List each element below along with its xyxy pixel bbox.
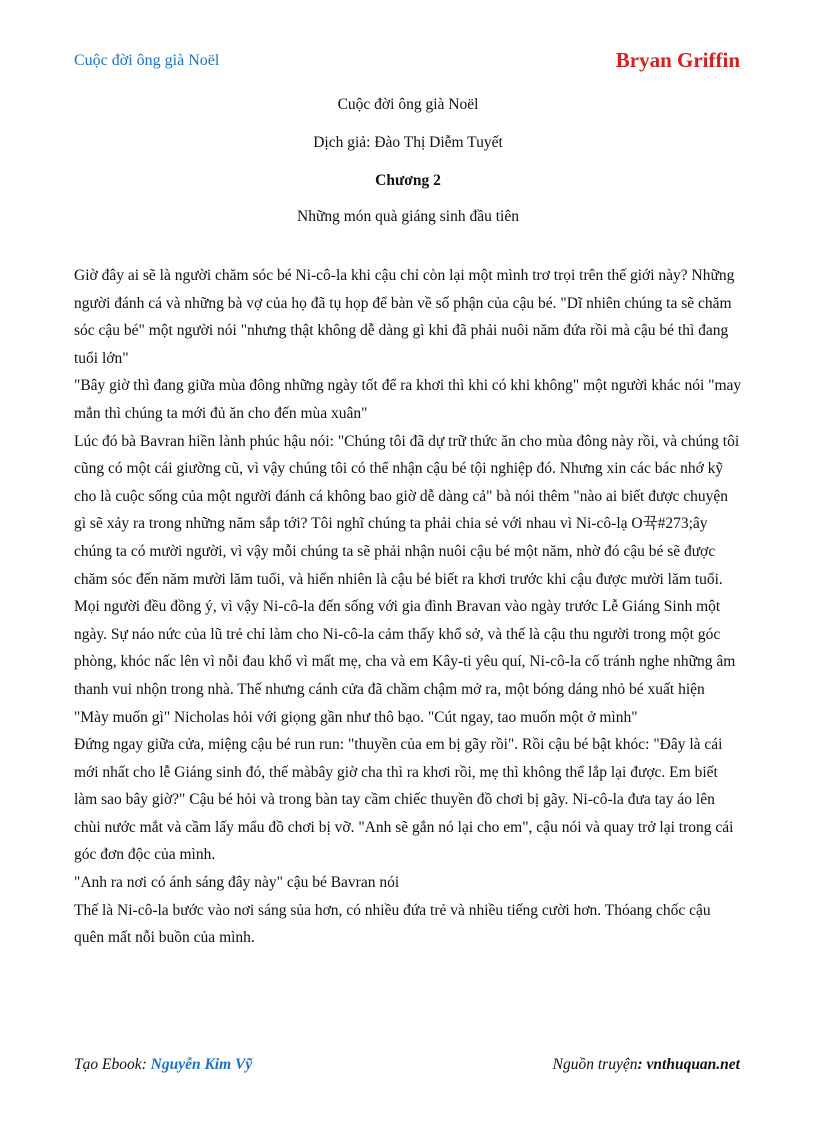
source-site-link[interactable]: vnthuquan.net (646, 1056, 740, 1073)
running-header-author: Bryan Griffin (615, 48, 740, 72)
ebook-credit (74, 1056, 252, 1074)
paragraph: "Mày muốn gì" Nicholas hỏi với giọng gần như thô bạo. "Cút ngay, tao muốn một ở mình" (74, 708, 638, 726)
paragraph: Thế là Ni-cô-la bước vào nơi sáng sủa hơn, có nhiều đứa trẻ và nhiều tiếng cười hơn. Thóang chốc cậu quên mất nỗi buồn của mình. (74, 901, 711, 947)
chapter-heading: Chương 2 (375, 172, 441, 189)
ebook-author-link[interactable]: Nguyễn Kim Vỹ (150, 1056, 253, 1073)
source-credit (553, 1056, 740, 1074)
chapter-title: Những món quà giáng sinh đầu tiên (297, 208, 519, 225)
paragraph: Mọi người đều đồng ý, vì vậy Ni-cô-la đến sống với gia đình Bravan vào ngày trước Lễ Giáng Sinh một ngày. Sự náo nức của lũ trẻ chỉ làm cho Ni-cô-la cảm thấy khổ sở, và thế là cậu thu người trong một góc phòng, khóc nấc lên vì nỗi đau khổ vì mất mẹ, cha và em Kây-ti yêu quí, Ni-cô-la cố tránh nghe những âm thanh vui nhộn trong nhà. Thế nhưng cánh cửa đã chầm chậm mở ra, một bóng dáng nhỏ bé xuất hiện (74, 598, 736, 698)
paragraph: Lúc đó bà Bavran hiền lành phúc hậu nói: "Chúng tôi đã dự trữ thức ăn cho mùa đông này rồi, và chúng tôi cũng có một cái giường cũ, vì vậy chúng tôi có thể nhận cậu bé tội nghiệp đó. Nhưng xin các bác nhớ kỹ cho là cuộc sống của một người đánh cá không bao giờ dễ dàng cả" bà nói thêm "nào ai biết được chuyện gì sẽ xảy ra trong những năm sắp tới? Tôi nghĩ chúng ta phải chia sẻ với nhau vì Ni-cô-lạ O뀩#273;ây chúng ta có mười người, vì vậy mỗi chúng ta sẽ phải nhận nuôi cậu bé một năm, nhờ đó cậu bé sẽ được chăm sóc đến năm mười lăm tuổi, và hiển nhiên là cậu bé biết ra khơi trước khi cậu được mười lăm tuổi. (74, 432, 740, 588)
story-body (74, 262, 742, 952)
paragraph: "Bây giờ thì đang giữa mùa đông những ngày tốt để ra khơi thì khi có khi không" một người khác nói "may mắn thì chúng ta mới đủ ăn cho đến mùa xuân" (74, 377, 742, 422)
paragraph: Đứng ngay giữa cửa, miệng cậu bé run run: "thuyền của em bị gãy rồi". Rồi cậu bé bật khóc: "Đây là cái mới nhất cho lễ Giáng sinh đó, thế màbây giờ cha thì ra khơi rồi, mẹ thì không thể lắp lại được. Em biết làm sao bây giờ?" Cậu bé hỏi và trong bàn tay cầm chiếc thuyền đồ chơi bị gãy. Ni-cô-la đưa tay áo lên chùi nước mắt và cầm lấy mẩu đồ chơi bị vỡ. "Anh sẽ gắn nó lại cho em", cậu nói và quay trở lại trong cái góc đơn độc của mình. (74, 736, 734, 864)
translator-credit: Dịch giả: Đào Thị Diễm Tuyết (313, 134, 503, 151)
running-header-title: Cuộc đời ông già Noël (74, 52, 220, 69)
ebook-separator: : (141, 1056, 151, 1073)
document-title: Cuộc đời ông già Noël (337, 96, 479, 113)
paragraph: Giờ đây ai sẽ là người chăm sóc bé Ni-cô-la khi cậu chỉ còn lại một mình trơ trọi trên thế giới này? Những người đánh cá và những bà vợ của họ đã tụ họp để bàn về số phận của cậu bé. "Dĩ nhiên chúng ta sẽ chăm sóc cậu bé" một người nói "nhưng thật không dễ dàng gì khi đã phải nuôi năm đứa rồi mà cậu bé thì đang tuổi lớn" (74, 267, 735, 367)
source-label: Nguồn truyện (552, 1056, 638, 1073)
paragraph: "Anh ra nơi có ánh sáng đây này" cậu bé Bavran nói (74, 874, 400, 892)
source-separator: : (637, 1056, 647, 1073)
ebook-label: Tạo Ebook (74, 1056, 142, 1073)
